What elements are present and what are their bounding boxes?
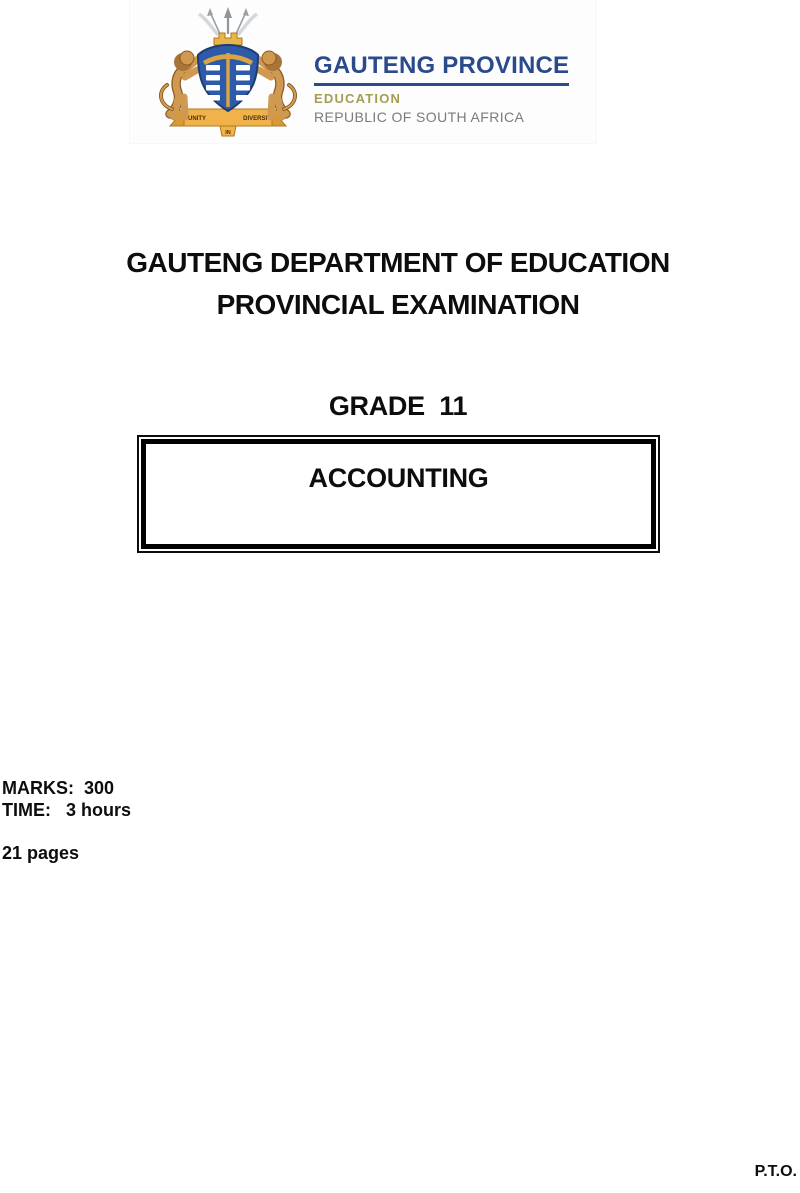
motto-in: IN xyxy=(225,130,231,136)
logo-country-name: REPUBLIC OF SOUTH AFRICA xyxy=(314,109,525,125)
shield-icon xyxy=(198,45,258,111)
motto-unity: UNITY xyxy=(188,116,206,122)
subject-box xyxy=(137,435,660,553)
pto-footer: P.T.O. xyxy=(754,1163,797,1180)
logo-department-name: EDUCATION xyxy=(314,91,402,106)
subject-box-inner-border xyxy=(141,439,656,549)
subject-title: ACCOUNTING xyxy=(308,463,489,493)
document-title-line1: GAUTENG DEPARTMENT OF EDUCATION xyxy=(126,247,670,278)
pages-line: 21 pages xyxy=(2,843,80,863)
lion-left-icon xyxy=(161,51,198,117)
document-title-line2: PROVINCIAL EXAMINATION xyxy=(216,289,580,320)
motto-diversity: DIVERSITY xyxy=(243,116,275,122)
coat-of-arms-icon xyxy=(140,6,310,138)
time-line: TIME: 3 hours xyxy=(2,800,132,820)
marks-line: MARKS: 300 xyxy=(2,778,115,798)
logo-wordmark xyxy=(314,52,569,125)
grade-heading: GRADE 11 xyxy=(328,391,468,421)
spears-icon xyxy=(199,7,257,35)
exam-details xyxy=(2,777,131,864)
gauteng-education-logo xyxy=(130,0,596,143)
logo-province-name: GAUTENG PROVINCE xyxy=(314,52,569,86)
lion-right-icon xyxy=(258,51,295,117)
